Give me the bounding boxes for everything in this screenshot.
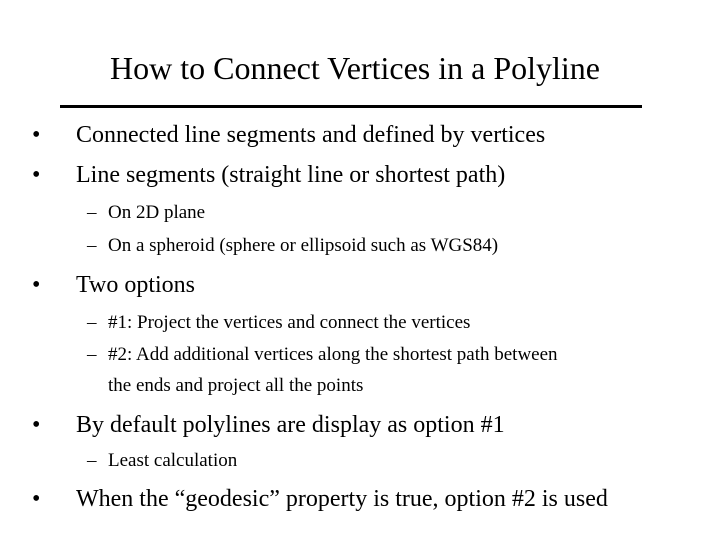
sub-bullet-text: On 2D plane — [108, 202, 206, 223]
bullet-marker: • — [32, 486, 41, 512]
dash-marker: – — [87, 344, 97, 365]
dash-marker: – — [87, 235, 97, 256]
sub-bullet-text: #2: Add additional vertices along the shortest path between — [108, 344, 558, 365]
slide-title: How to Connect Vertices in a Polyline — [110, 50, 600, 86]
title-underline — [60, 105, 642, 108]
bullet-text: Connected line segments and defined by vertices — [76, 122, 546, 148]
sub-bullet-text: On a spheroid (sphere or ellipsoid such as WGS84) — [108, 235, 499, 256]
dash-marker: – — [87, 312, 97, 333]
sub-bullet-text-continuation: the ends and project all the points — [108, 375, 364, 396]
bullet-text: By default polylines are display as option #1 — [76, 412, 505, 438]
sub-bullet-text: Least calculation — [108, 450, 238, 471]
bullet-text: Line segments (straight line or shortest path) — [76, 162, 506, 188]
bullet-text: When the “geodesic” property is true, option #2 is used — [76, 486, 608, 512]
bullet-text: Two options — [76, 272, 195, 298]
bullet-marker: • — [32, 162, 41, 188]
sub-bullet-text: #1: Project the vertices and connect the vertices — [108, 312, 471, 333]
dash-marker: – — [87, 450, 97, 471]
dash-marker: – — [87, 202, 97, 223]
bullet-marker: • — [32, 122, 41, 148]
bullet-marker: • — [32, 412, 41, 438]
bullet-marker: • — [32, 272, 41, 298]
